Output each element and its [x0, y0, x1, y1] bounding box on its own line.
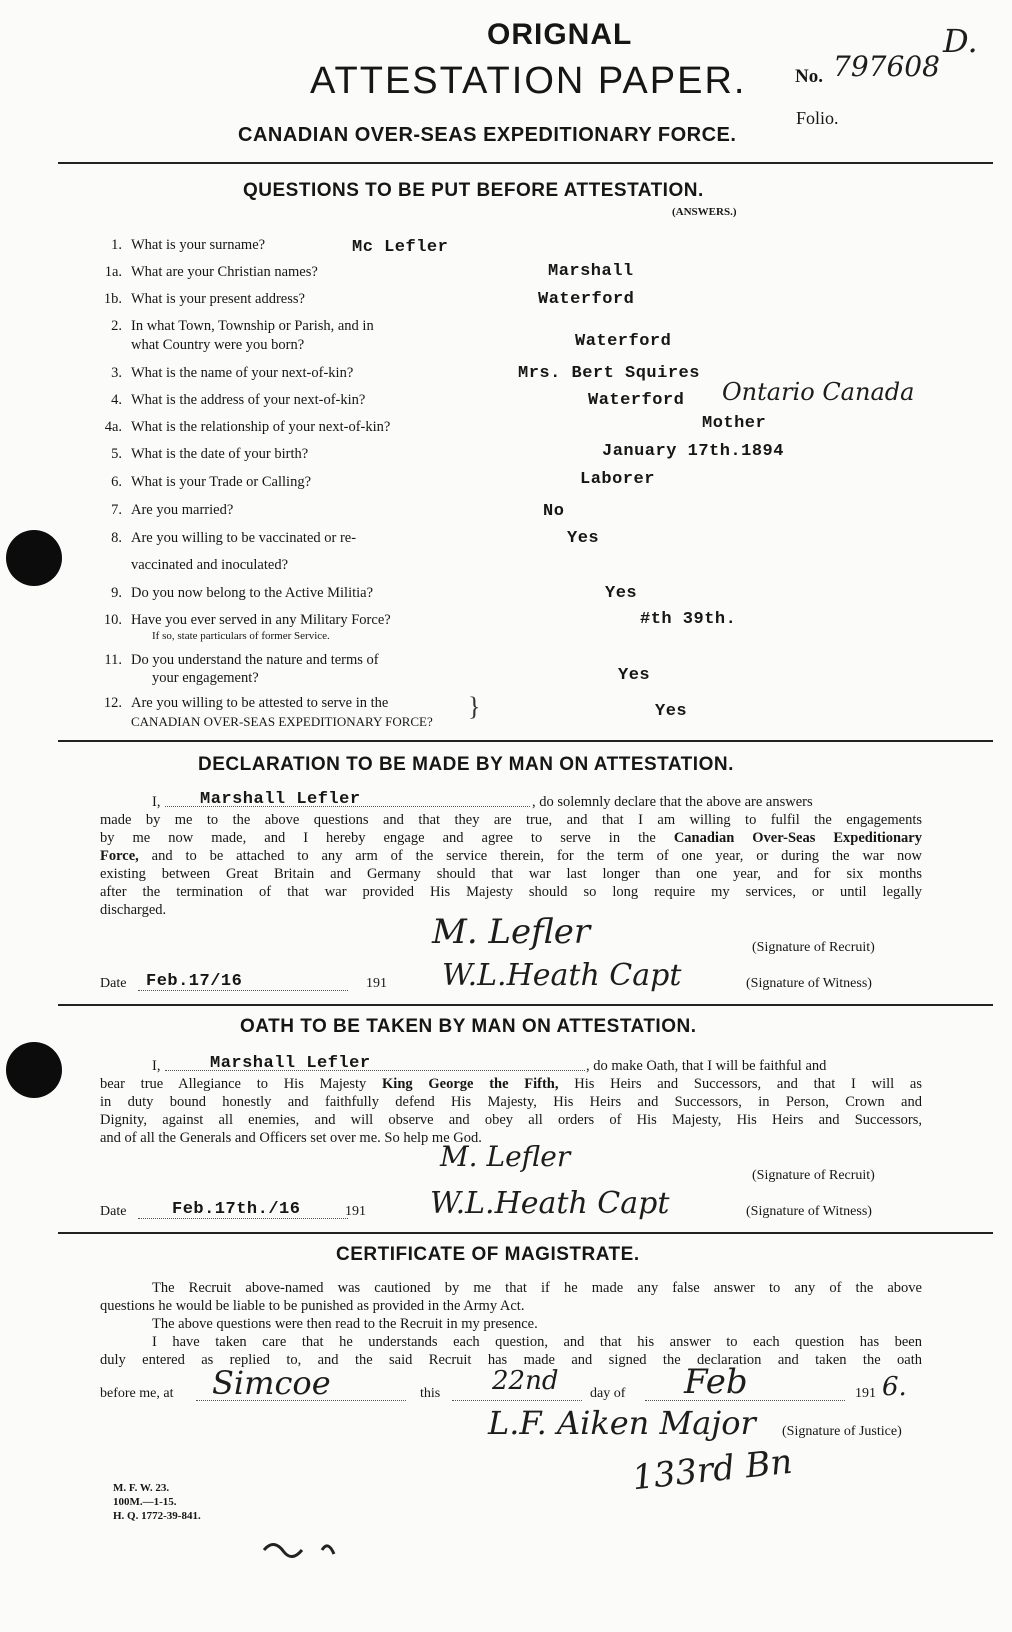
oath-heading: OATH TO BE TAKEN BY MAN ON ATTESTATION. — [240, 1016, 697, 1037]
answer-trade: Laborer — [580, 470, 655, 489]
original-stamp: ORIGNAL — [487, 18, 633, 51]
oath-line-3: in duty bound honestly and faithfully defend His Majesty, His Heirs and Successors, in Person, Crown and — [100, 1094, 922, 1110]
question-number: 8. — [111, 530, 122, 546]
certificate-line-4: I have taken care that he understands each question, and that his answer to each question has been — [152, 1334, 922, 1350]
question-number: 1a. — [104, 264, 122, 280]
oath-line-4: Dignity, against all enemies, and will observe and obey all orders of His Majesty, His Heirs and Successors, — [100, 1112, 922, 1128]
answer-vaccinated: Yes — [567, 529, 600, 548]
oath-date: Feb.17th./16 — [172, 1200, 301, 1219]
question-number: 1b. — [103, 291, 122, 307]
answer-date-of-birth: January 17th.1894 — [602, 442, 784, 461]
oath-line-1: , do make Oath, that I will be faithful and — [586, 1058, 827, 1074]
question-text: What is your present address? — [131, 291, 305, 307]
oath-line-2a: bear true Allegiance to His Majesty — [100, 1076, 367, 1092]
oath-prefix: I, — [152, 1058, 161, 1074]
question-text: What is the date of your birth? — [131, 446, 309, 462]
question-text-continued: vaccinated and inoculated? — [131, 557, 289, 573]
question-number: 2. — [111, 318, 122, 334]
certificate-heading: CERTIFICATE OF MAGISTRATE. — [336, 1244, 640, 1265]
question-number: 9. — [111, 585, 122, 601]
question-number: 12. — [103, 695, 122, 711]
answer-willing-to-serve: Yes — [655, 702, 688, 721]
oath-witness-signature: W.L.Heath Capt — [430, 1186, 670, 1221]
certificate-line-2: questions he would be liable to be punished as provided in the Army Act. — [100, 1298, 525, 1314]
force-name: CANADIAN OVER-SEAS EXPEDITIONARY FORCE. — [238, 124, 737, 146]
page-title: ATTESTATION PAPER. — [310, 60, 747, 102]
oath-recruit-signature: M. Lefler — [440, 1140, 571, 1173]
question-text: What is your surname? — [131, 237, 266, 253]
oath-date-label: Date — [100, 1204, 127, 1219]
question-text: What is the relationship of your next-of-kin? — [131, 419, 391, 435]
declaration-recruit-signature: M. Lefler — [432, 912, 591, 952]
question-number: 5. — [111, 446, 122, 462]
declaration-heading: DECLARATION TO BE MADE BY MAN ON ATTESTATION. — [198, 754, 734, 775]
certificate-line-1: The Recruit above-named was cautioned by me that if he made any false answer to any of the above — [152, 1280, 922, 1296]
oath-recruit-signature-label: (Signature of Recruit) — [752, 1168, 875, 1183]
answer-surname: Mc Lefler — [352, 238, 449, 257]
question-text-continued: your engagement? — [152, 670, 259, 686]
answer-understand-terms: Yes — [618, 666, 651, 685]
declaration-line-4 — [100, 848, 922, 865]
certificate-year-suffix: 6. — [882, 1372, 907, 1402]
question-text: Are you willing to be vaccinated or re- — [131, 530, 357, 546]
ink-smudge-stroke — [264, 1544, 334, 1556]
oath-king-name: King George the Fifth, — [382, 1076, 559, 1092]
question-number: 1. — [111, 237, 122, 253]
question-text: In what Town, Township or Parish, and in — [131, 318, 374, 334]
question-text-continued: CANADIAN OVER-SEAS EXPEDITIONARY FORCE? — [131, 714, 433, 729]
declaration-year-prefix: 191 — [366, 976, 387, 991]
certificate-day-leader — [452, 1400, 582, 1401]
declaration-rule — [58, 1004, 993, 1006]
question-number: 3. — [111, 365, 122, 381]
declaration-witness-signature: W.L.Heath Capt — [442, 958, 682, 993]
declaration-line-3-text: by me now made, and I hereby engage and agree to serve in the — [100, 830, 656, 846]
answer-birthplace: Waterford — [575, 332, 672, 351]
declaration-witness-signature-label: (Signature of Witness) — [746, 976, 872, 991]
question-number: 4a. — [104, 419, 122, 435]
answer-christian-names: Marshall — [548, 262, 634, 281]
declaration-name: Marshall Lefler — [200, 790, 361, 809]
declaration-line-7: discharged. — [100, 902, 167, 918]
question-text: What are your Christian names? — [131, 264, 318, 280]
question-number: 7. — [111, 502, 122, 518]
ink-smudge — [260, 1530, 380, 1570]
certificate-line-5: duly entered as replied to, and the said Recruit has made and signed the declaration and taken the oath — [100, 1352, 922, 1368]
answer-active-militia: Yes — [605, 584, 638, 603]
answer-present-address: Waterford — [538, 290, 635, 309]
declaration-line-3 — [100, 830, 922, 847]
answer-relationship: Mother — [702, 414, 767, 433]
oath-line-2 — [100, 1076, 922, 1093]
form-code-2: 100M.—1-15. — [113, 1496, 177, 1508]
question-number: 11. — [104, 652, 122, 668]
declaration-force-word: Force, — [100, 848, 139, 864]
justice-signature-label: (Signature of Justice) — [782, 1424, 902, 1439]
certificate-day-of-label: day of — [590, 1386, 626, 1401]
question-text: What is your Trade or Calling? — [131, 474, 312, 490]
declaration-recruit-signature-label: (Signature of Recruit) — [752, 940, 875, 955]
header-rule — [58, 162, 993, 164]
punch-hole-bottom — [6, 1042, 62, 1098]
question-text: Have you ever served in any Military Force? — [131, 612, 391, 628]
question-number: 4. — [111, 392, 122, 408]
certificate-month: Feb — [684, 1362, 748, 1402]
oath-line-2b: His Heirs and Successors, and that I will as — [574, 1076, 922, 1092]
question-note: If so, state particulars of former Service. — [152, 630, 330, 642]
justice-signature: L.F. Aiken Major — [488, 1404, 756, 1442]
punch-hole-top — [6, 530, 62, 586]
oath-name: Marshall Lefler — [210, 1054, 371, 1073]
answer-next-of-kin-address: Waterford — [588, 391, 685, 410]
oath-rule — [58, 1232, 993, 1234]
declaration-line-2: made by me to the above questions and that they are true, and that I am willing to fulfil the engagements — [100, 812, 922, 828]
oath-witness-signature-label: (Signature of Witness) — [746, 1204, 872, 1219]
question-text: Are you married? — [131, 502, 234, 518]
answers-label: (ANSWERS.) — [672, 206, 737, 218]
number-label: No. — [795, 66, 823, 87]
declaration-prefix: I, — [152, 794, 161, 810]
declaration-line-6: after the termination of that war provided His Majesty should so long require my services, or until legally — [100, 884, 922, 900]
answer-next-of-kin-address-handwritten: Ontario Canada — [722, 378, 915, 406]
declaration-line-4-text: and to be attached to any arm of the service therein, for the term of one year, or during the war now — [151, 848, 923, 864]
declaration-date-label: Date — [100, 976, 127, 991]
form-code-3: H. Q. 1772-39-841. — [113, 1510, 201, 1522]
declaration-date: Feb.17/16 — [146, 972, 243, 991]
declaration-line-1: , do solemnly declare that the above are answers — [532, 794, 813, 810]
question-text-continued: what Country were you born? — [131, 337, 305, 353]
certificate-line-3: The above questions were then read to the Recruit in my presence. — [152, 1316, 538, 1332]
unit-annotation: 133rd Bn — [630, 1441, 795, 1499]
certificate-year-prefix: 191 — [855, 1386, 876, 1401]
form-code-1: M. F. W. 23. — [113, 1482, 170, 1494]
certificate-before-label: before me, at — [100, 1386, 174, 1401]
certificate-this-label: this — [420, 1386, 441, 1401]
answer-married: No — [543, 502, 565, 521]
question-text: Do you now belong to the Active Militia? — [131, 585, 374, 601]
question-text: Are you willing to be attested to serve in the — [131, 695, 389, 711]
questions-heading: QUESTIONS TO BE PUT BEFORE ATTESTATION. — [243, 180, 704, 201]
oath-line-5: and of all the Generals and Officers set over me. So help me God. — [100, 1130, 482, 1146]
answer-next-of-kin: Mrs. Bert Squires — [518, 364, 700, 383]
folio-label: Folio. — [796, 108, 839, 128]
question-number: 6. — [111, 474, 122, 490]
question-brace: } — [468, 692, 481, 721]
question-number: 10. — [103, 612, 122, 628]
question-text: What is the name of your next-of-kin? — [131, 365, 354, 381]
question-text: Do you understand the nature and terms of — [131, 652, 379, 668]
declaration-force-name: Canadian Over-Seas Expeditionary — [673, 830, 922, 846]
number-suffix: D. — [943, 22, 978, 60]
answer-military-service: #th 39th. — [640, 610, 737, 629]
question-text: What is the address of your next-of-kin? — [131, 392, 366, 408]
questions-rule — [58, 740, 993, 742]
oath-year-prefix: 191 — [345, 1204, 366, 1219]
declaration-line-5: existing between Great Britain and Germany should that war last longer than one year, and for six months — [100, 866, 922, 882]
certificate-day: 22nd — [492, 1366, 559, 1396]
certificate-place: Simcoe — [212, 1364, 331, 1402]
regimental-number: 797608 — [833, 50, 940, 83]
